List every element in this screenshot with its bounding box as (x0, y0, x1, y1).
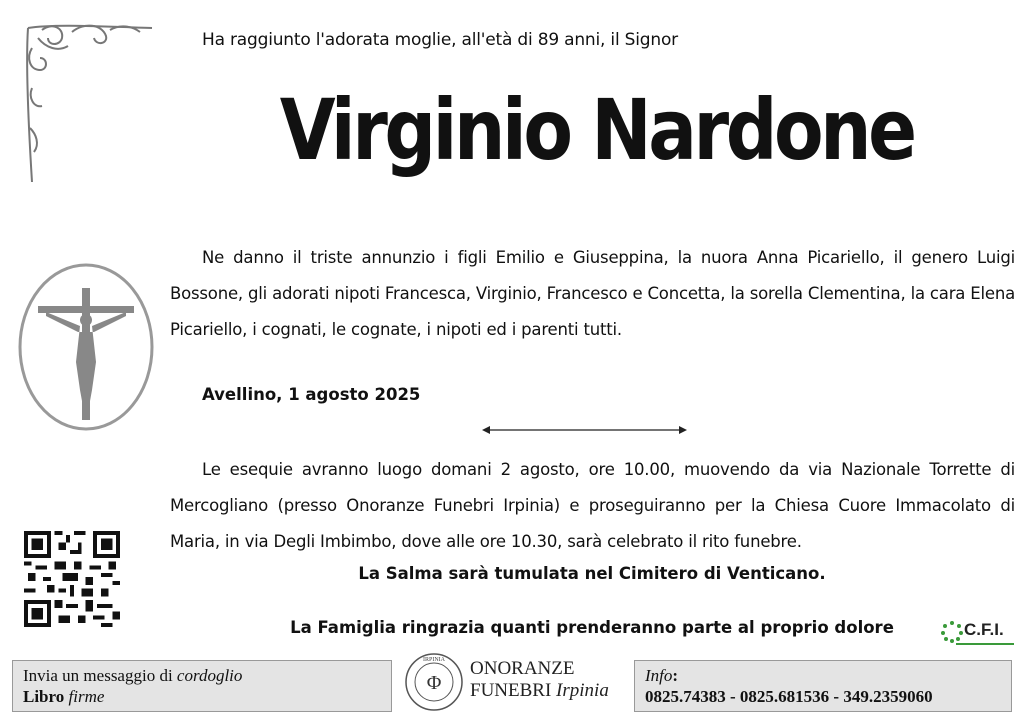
crucifix-icon (16, 262, 156, 432)
svg-text:Φ: Φ (426, 672, 442, 694)
deceased-name: Virginio Nardone (279, 81, 914, 179)
funeral-home-seal-icon (404, 652, 464, 712)
info-box: Info: 0825.74383 - 0825.681536 - 349.2359060 (634, 660, 1012, 712)
info-label: Info (645, 666, 673, 685)
burial-text: La Salma sarà tumulata nel Cimitero di Venticano. (358, 564, 826, 583)
cfi-logo-icon (940, 618, 1016, 648)
announcement-text: Ne danno il triste annunzio i figli Emilio e Giuseppina, la nuora Anna Picariello, il genero Luigi Bossone, gli adorati nipoti Francesca, Virginio, Francesco e Concetta, la sorella Clementina, la cara Elena Picariello, i cognati, le cognate, i nipoti ed i parenti tutti. (170, 248, 1015, 339)
guestbook-link[interactable]: Libro firme (23, 687, 105, 706)
intro-text: Ha raggiunto l'adorata moglie, all'età di 89 anni, il Signor (202, 30, 678, 50)
condolence-box[interactable] (12, 660, 392, 712)
cfi-logo-text: C.F.I. (964, 620, 1004, 639)
place-date: Avellino, 1 agosto 2025 (202, 385, 421, 404)
phone-numbers[interactable]: 0825.74383 - 0825.681536 - 349.2359060 (645, 687, 933, 706)
condolence-link[interactable]: Invia un messaggio di cordoglio (23, 666, 243, 685)
divider-arrow-icon (482, 424, 687, 436)
funeral-home-logo-text: ONORANZE FUNEBRI Irpinia (470, 658, 609, 701)
thanks-text: La Famiglia ringrazia quanti prenderanno parte al proprio dolore (290, 618, 894, 637)
funeral-details: Le esequie avranno luogo domani 2 agosto, ore 10.00, muovendo da via Nazionale Torrette di Mercogliano (presso Onoranze Funebri Irpinia) e proseguiranno per la Chiesa Cuore Immacolato di Maria, in via Degli Imbimbo, dove alle ore 10.30, sarà celebrato il rito funebre. (170, 460, 1015, 551)
seal-text: IRPINIA (423, 657, 445, 663)
